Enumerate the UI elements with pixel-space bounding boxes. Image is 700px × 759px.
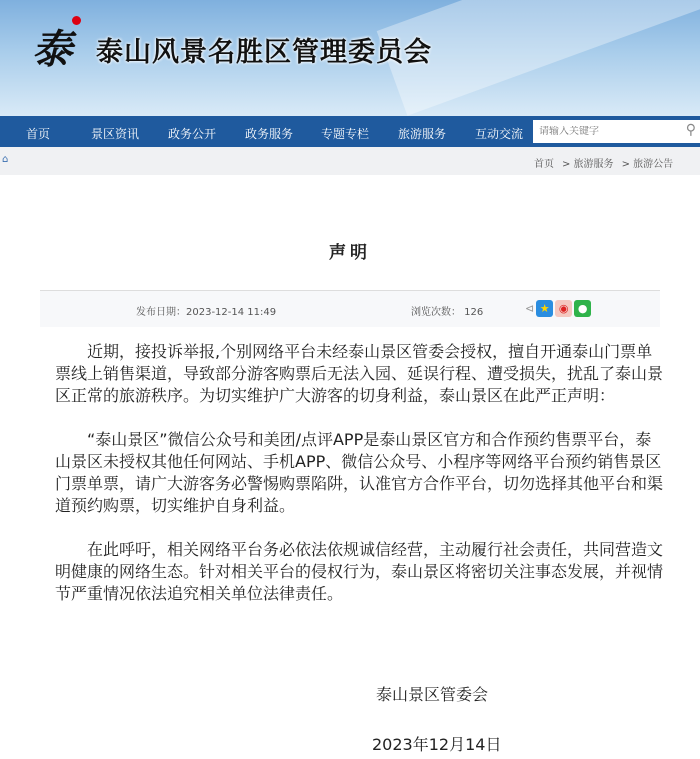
signature-date: 2023年12月14日 <box>372 735 502 754</box>
page-title: 声明 <box>329 243 371 263</box>
breadcrumb-tourism-notices[interactable]: > 旅游公告 <box>621 159 674 170</box>
breadcrumb-home[interactable]: 首页 <box>534 159 554 170</box>
qzone-share-icon[interactable]: ★ <box>536 300 553 317</box>
breadcrumb <box>534 155 673 170</box>
search-input[interactable] <box>533 126 673 137</box>
site-title: 泰山风景名胜区管理委员会 <box>96 37 432 68</box>
nav-interaction[interactable]: 互动交流 <box>475 127 524 141</box>
nav-government-affairs[interactable]: 政务公开 <box>168 127 217 141</box>
nav-scenic-news[interactable]: 景区资讯 <box>91 127 140 141</box>
paragraph: 在此呼吁，相关网络平台务必依法依规诚信经营，主动履行社会责任，共同营造文明健康的网络生态。针对相关平台的侵权行为，泰山景区将密切关注事态发展，并视情节严重情况依法追究相关单位法律责任。 <box>55 540 664 603</box>
publish-date: 发布日期：2023-12-14 11:49 <box>136 307 277 318</box>
wechat-share-icon[interactable]: ● <box>574 300 591 317</box>
signature: 泰山景区管委会 <box>376 685 489 704</box>
breadcrumb-bar <box>0 147 700 175</box>
article-meta <box>40 291 660 327</box>
breadcrumb-tourism-services[interactable]: > 旅游服务 <box>562 159 614 170</box>
paragraph: “泰山景区”微信公众号和美团/点评APP是泰山景区官方和合作预约售票平台，泰山景区未授权其他任何网站、手机APP、微信公众号、小程序等网络平台预约销售景区门票单票，请广大游客务必警惕购票陷阱，认准官方合作平台，切勿选择其他平台和渠道预约购票，切实维护自身利益。 <box>55 430 664 515</box>
site-header <box>0 0 700 116</box>
share-icon: ⊲ <box>525 302 535 315</box>
share-bar <box>525 300 591 317</box>
home-icon[interactable]: ⌂ <box>2 154 9 165</box>
nav-government-services[interactable]: 政务服务 <box>245 127 294 141</box>
view-count: 浏览次数： 126 <box>411 307 484 318</box>
search-icon[interactable]: ⚲ <box>685 122 696 138</box>
article-body <box>55 341 665 627</box>
nav-tourism-services[interactable]: 旅游服务 <box>398 127 447 141</box>
nav-home[interactable]: 首页 <box>26 127 51 141</box>
weibo-share-icon[interactable]: ◉ <box>555 300 572 317</box>
paragraph: 近期，接投诉举报,个别网络平台未经泰山景区管委会授权，擅自开通泰山门票单票线上销售渠道，导致部分游客购票后无法入园、延误行程、遭受损失，扰乱了泰山景区正常的旅游秩序。为切实维护广大游客的切身利益，泰山景区在此严正声明： <box>55 342 664 405</box>
site-logo[interactable]: 泰 <box>32 18 84 64</box>
search-box <box>533 120 700 143</box>
nav-special-topics[interactable]: 专题专栏 <box>321 127 370 141</box>
